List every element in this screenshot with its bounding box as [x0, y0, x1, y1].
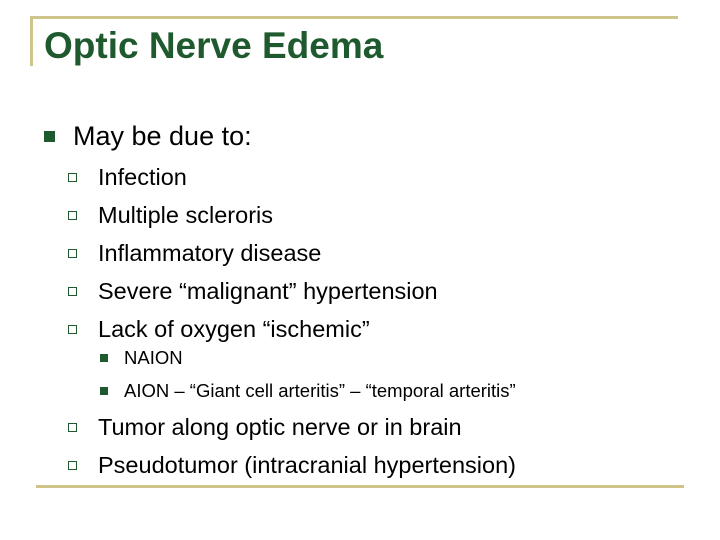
list-item	[100, 374, 516, 407]
list-item-text: Tumor along optic nerve or in brain	[98, 413, 462, 440]
main-bullet-text: May be due to:	[73, 120, 252, 151]
list-item-text: Multiple scleroris	[98, 201, 273, 228]
left-decor-line	[30, 16, 33, 66]
list-item	[68, 234, 438, 272]
hollow-square-bullet-icon	[68, 461, 77, 470]
list-item-text: AION – “Giant cell arteritis” – “temporal arteritis”	[124, 379, 516, 401]
list-item-text: Lack of oxygen “ischemic”	[98, 315, 370, 342]
hollow-square-bullet-icon	[68, 325, 77, 334]
main-bullet	[44, 118, 252, 154]
list-item	[100, 341, 516, 374]
hollow-square-bullet-icon	[68, 249, 77, 258]
list-item-text: Inflammatory disease	[98, 239, 322, 266]
hollow-square-bullet-icon	[68, 423, 77, 432]
list-item	[68, 446, 516, 484]
list-item-text: Pseudotumor (intracranial hypertension)	[98, 451, 516, 478]
hollow-square-bullet-icon	[68, 173, 77, 182]
ischemic-sub-list	[100, 341, 516, 407]
list-item-text: Severe “malignant” hypertension	[98, 277, 438, 304]
list-item	[68, 196, 438, 234]
square-bullet-icon	[100, 354, 108, 362]
bottom-decor-line	[36, 485, 684, 488]
list-item	[68, 408, 516, 446]
list-item	[68, 158, 438, 196]
square-bullet-icon	[44, 131, 55, 142]
hollow-square-bullet-icon	[68, 287, 77, 296]
list-item-text: NAION	[124, 346, 183, 368]
square-bullet-icon	[100, 387, 108, 395]
hollow-square-bullet-icon	[68, 211, 77, 220]
cause-list	[68, 158, 438, 348]
top-decor-line	[30, 16, 678, 19]
list-item	[68, 272, 438, 310]
list-item-text: Infection	[98, 163, 187, 190]
slide-title: Optic Nerve Edema	[44, 25, 384, 66]
cause-list-continued	[68, 408, 516, 484]
